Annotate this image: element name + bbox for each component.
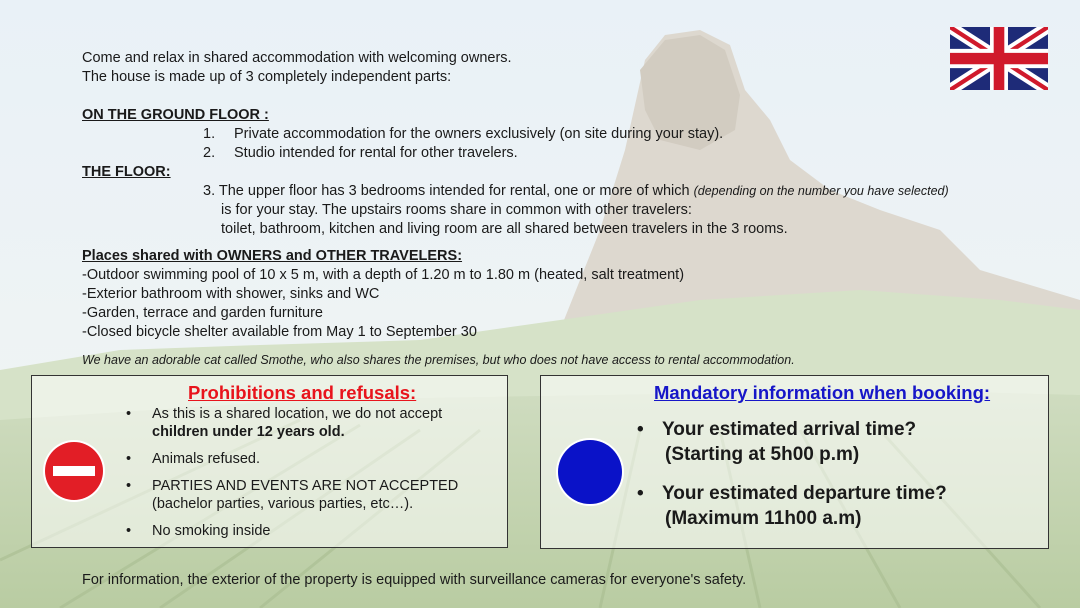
prohibition-parties-line-1: • PARTIES AND EVENTS ARE NOT ACCEPTED xyxy=(152,478,459,494)
prohibition-parties-line-2: (bachelor parties, various parties, etc…). xyxy=(152,496,414,512)
the-floor-item-3-line-2: is for your stay. The upstairs rooms share in common with other travelers: xyxy=(221,202,692,218)
prohibitions-list xyxy=(126,405,501,540)
shared-item-garden: -Garden, terrace and garden furniture xyxy=(82,305,323,321)
ground-floor-heading: ON THE GROUND FLOOR : xyxy=(82,107,269,123)
prohibition-children-line-1: • As this is a shared location, we do not accept xyxy=(152,406,443,422)
mandatory-arrival-question: • Your estimated arrival time? xyxy=(662,419,917,440)
shared-item-bicycle: -Closed bicycle shelter available from May 1 to September 30 xyxy=(82,324,477,340)
mandatory-panel xyxy=(540,375,1049,549)
mandatory-item-arrival xyxy=(637,417,1037,467)
mandatory-blue-circle-icon xyxy=(555,437,625,507)
mandatory-title: Mandatory information when booking: xyxy=(654,382,991,403)
prohibition-smoking-text: • No smoking inside xyxy=(152,523,271,539)
prohibition-item-smoking xyxy=(126,522,501,540)
shared-heading: Places shared with OWNERS and OTHER TRAVELERS: xyxy=(82,248,463,264)
prohibitions-title: Prohibitions and refusals: xyxy=(188,382,417,403)
uk-flag-icon[interactable] xyxy=(950,27,1048,90)
intro-line-1: Come and relax in shared accommodation with welcoming owners. xyxy=(82,50,512,66)
prohibition-item-parties xyxy=(126,477,501,513)
ground-floor-item-1: Private accommodation for the owners exclusively (on site during your stay). xyxy=(234,126,724,142)
shared-item-bathroom: -Exterior bathroom with shower, sinks and WC xyxy=(82,286,380,302)
the-floor-item-3-start: 3. The upper floor has 3 bedrooms intended for rental, one or more of which xyxy=(203,183,694,199)
the-floor-item-3-line-3: toilet, bathroom, kitchen and living room are all shared between travelers in the 3 rooms. xyxy=(221,221,788,237)
prohibition-item-animals xyxy=(126,450,501,468)
prohibition-animals-text: • Animals refused. xyxy=(152,451,260,467)
mandatory-list xyxy=(637,417,1037,531)
the-floor-item-3-italic: (depending on the number you have selected) xyxy=(693,184,949,198)
prohibition-item-children xyxy=(126,405,501,441)
mandatory-item-departure xyxy=(637,481,1037,531)
the-floor-heading: THE FLOOR: xyxy=(82,164,171,180)
prohibitions-panel xyxy=(31,375,508,548)
footer-surveillance-note: For information, the exterior of the property is equipped with surveillance cameras for everyone's safety. xyxy=(82,572,747,588)
mandatory-arrival-detail: (Starting at 5h00 p.m) xyxy=(665,444,860,465)
shared-item-pool: -Outdoor swimming pool of 10 x 5 m, with a depth of 1.20 m to 1.80 m (heated, salt treatment) xyxy=(82,267,685,283)
prohibition-children-line-2: children under 12 years old. xyxy=(152,424,345,440)
ground-floor-item-2: Studio intended for rental for other travelers. xyxy=(234,145,518,161)
mandatory-departure-question: • Your estimated departure time? xyxy=(662,483,947,504)
ground-floor-num-2: 2. xyxy=(203,145,216,161)
cat-note: We have an adorable cat called Smothe, who also shares the premises, but who does not have access to rental accommodation. xyxy=(82,353,795,367)
ground-floor-num-1: 1. xyxy=(203,126,216,142)
the-floor-item-3-line-1 xyxy=(203,182,949,201)
mandatory-departure-detail: (Maximum 11h00 a.m) xyxy=(665,508,862,529)
no-entry-sign-icon xyxy=(42,439,106,503)
intro-line-2: The house is made up of 3 completely independent parts: xyxy=(82,69,452,85)
